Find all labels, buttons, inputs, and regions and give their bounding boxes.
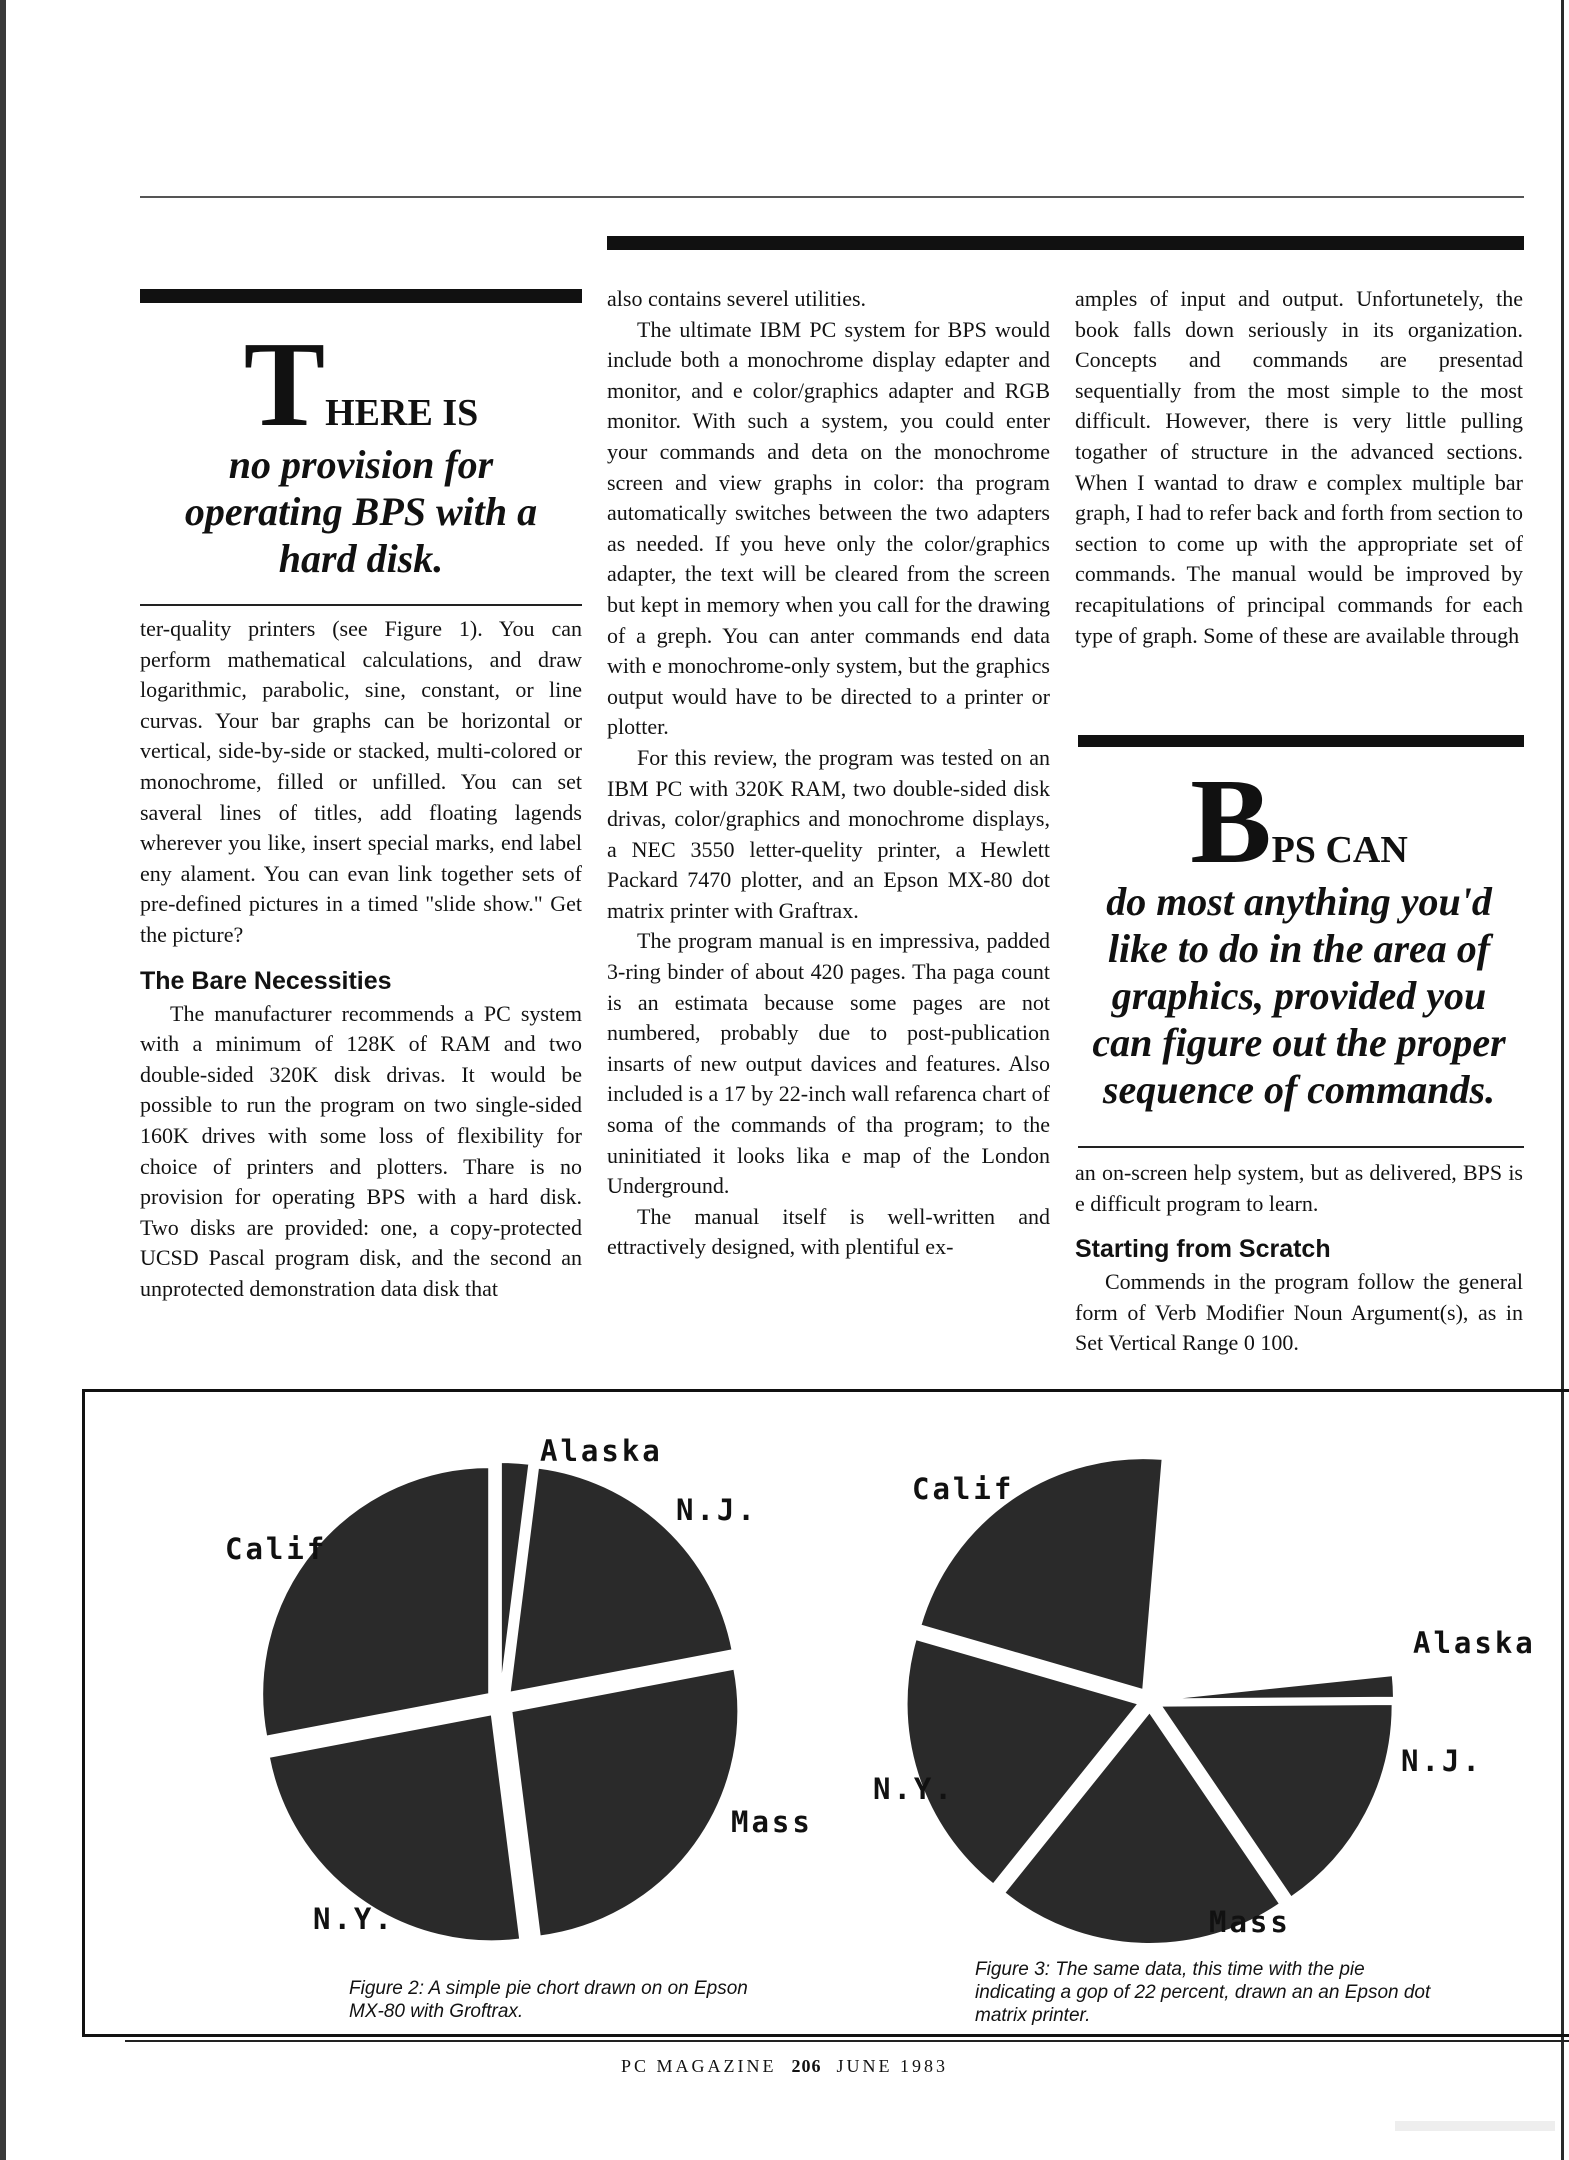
figure-2-pie-slices (262, 1462, 738, 1941)
pie1-slice-mass (511, 1669, 738, 1937)
col2-paragraph-0: also contains severel utilities. (607, 286, 867, 311)
figure-3-caption: Figure 3: The same data, this time with the pie indicating a gop of 22 percent, drawn an an Epson dot matrix printer. (975, 1959, 1431, 2026)
col2-paragraph-2: For this review, the program was tested on an IBM PC with 320K RAM, two double-sided disk drivas, color/graphics and monochrome displays, a NEC 3550 letter-quelity printer, a Hewlett Packard 7470 plotter, and an Epson MX-80 dot matrix printer with Graftrax. (607, 744, 1050, 923)
pie2-slice-alaska (1162, 1675, 1394, 1699)
col3-paragraph-2: an on-screen help system, but as delivered, BPS is e difficult program to learn. (1075, 1160, 1523, 1216)
fig2-label-ny: N.Y. (313, 1902, 395, 1936)
pullquote-2-body: do most anything you'd like to do in the area of graphics, provided you can figure out the proper sequence of commands. (1092, 879, 1506, 1112)
fig2-label-mass: Mass (731, 1805, 813, 1839)
col2-paragraph-1: The ultimate IBM PC system for BPS would include both a monochrome display edapter and monitor, and e color/graphics adapter and RGB monitor. With such a system, you could enter your commands and deta on the monochrome screen and view graphs in color: tha program automatically switches between the two adapters as needed. If you heve only the color/graphics adapter, the text will be cleared from the screen but kept in memory when you call for the drawing of a greph. You can anter commands end data with e monochrome-only system, but the graphics output would have to be directed to a printer or plotter. (607, 316, 1050, 740)
fig3-label-nj: N.J. (1401, 1744, 1483, 1778)
section-heading-bare-necessities: The Bare Necessities (140, 966, 392, 995)
footer-page-number: 206 (791, 2056, 822, 2076)
col2-paragraph-4: The manual itself is well-written and ettractively designed, with plentiful ex- (607, 1203, 1050, 1260)
fig3-label-mass: Mass (1209, 1905, 1291, 1939)
fig2-label-alaska: Alaska (540, 1434, 663, 1468)
page-footer (0, 2056, 1569, 2077)
pie1-slice-calif (262, 1467, 489, 1737)
pullquote-1-body: no provision for operating BPS with a hard disk. (184, 442, 538, 581)
pullquote-1-lead-letter: T (243, 317, 326, 452)
col3-paragraph-3: Commends in the program follow the general form of Verb Modifier Noun Argument(s), as in Set Vertical Range 0 100. (1075, 1269, 1523, 1356)
fig2-label-calif: Calif (225, 1532, 328, 1566)
fig2-label-nj: N.J. (676, 1493, 758, 1527)
fig3-label-calif: Calif (912, 1472, 1015, 1506)
fig3-label-alaska: Alaska (1413, 1626, 1536, 1660)
footer-magazine: PC MAGAZINE (620, 2056, 777, 2076)
pullquote-1-lead-rest: HERE IS (325, 392, 479, 434)
fig3-label-ny: N.Y. (873, 1772, 955, 1806)
col1-paragraph-1: ter-quality printers (see Figure 1). You can perform mathematical calculations, and draw logarithmic, parabolic, sine, constant, or line curvas. Your bar graphs can be horizontal or vertical, side-by-side or stacked, multi-colored or monochrome, filled or unfilled. You can set saveral lines of titles, add floating lagends wherever you like, insert special marks, end label eny alament. You can evan link together sets of pre-defined pictures in a timed "slide show." Get the picture? (140, 616, 582, 947)
col3-paragraph-1: amples of input and output. Unfortunetely, the book falls down seriously in its organization. Concepts and commands are presentad sequentially from the most simple to the most difficult. However, there is very little pulling togather of structure in the advanced sections. When I wantad to draw e complex multiple bar graph, I had to refer back and forth from section to section to come up with the appropriate set of commands. The manual would be improved by recapitulations of principal commands for each type of graph. Some of these are available through (1075, 286, 1523, 648)
figure-2-caption: Figure 2: A simple pie chort drawn on on Epson MX-80 with Groftrax. (349, 1978, 748, 2022)
scan-smudge (1395, 2121, 1555, 2131)
figure-3-pie-slices (907, 1458, 1394, 1944)
pullquote-2-lead-rest: PS CAN (1271, 829, 1408, 871)
col1-paragraph-2: The manufacturer recommends a PC system with a minimum of 128K of RAM and two double-sided 320K disk drivas. It would be possible to run the program on two single-sided 160K drives with some loss of flexibility for choice of printers and plotters. Thare is no provision for operating BPS with a hard disk. Two disks are provided: one, a copy-protected UCSD Pascal program disk, and the second an unprotected demonstration data disk that (140, 1000, 582, 1301)
section-heading-starting-from-scratch: Starting from Scratch (1075, 1235, 1331, 1264)
pullquote-2-lead-letter: B (1190, 754, 1272, 889)
footer-date: JUNE 1983 (836, 2056, 948, 2076)
col2-paragraph-3: The program manual is en impressiva, padded 3-ring binder of about 420 pages. Tha paga count is an estimata because some pages are not numbered, probably due to post-publication insarts of new output davices and features. Also included is a 17 by 22-inch wall refarenca chart of soma of the commands of tha program; to the uninitiated it looks lika e map of the London Underground. (607, 928, 1050, 1199)
